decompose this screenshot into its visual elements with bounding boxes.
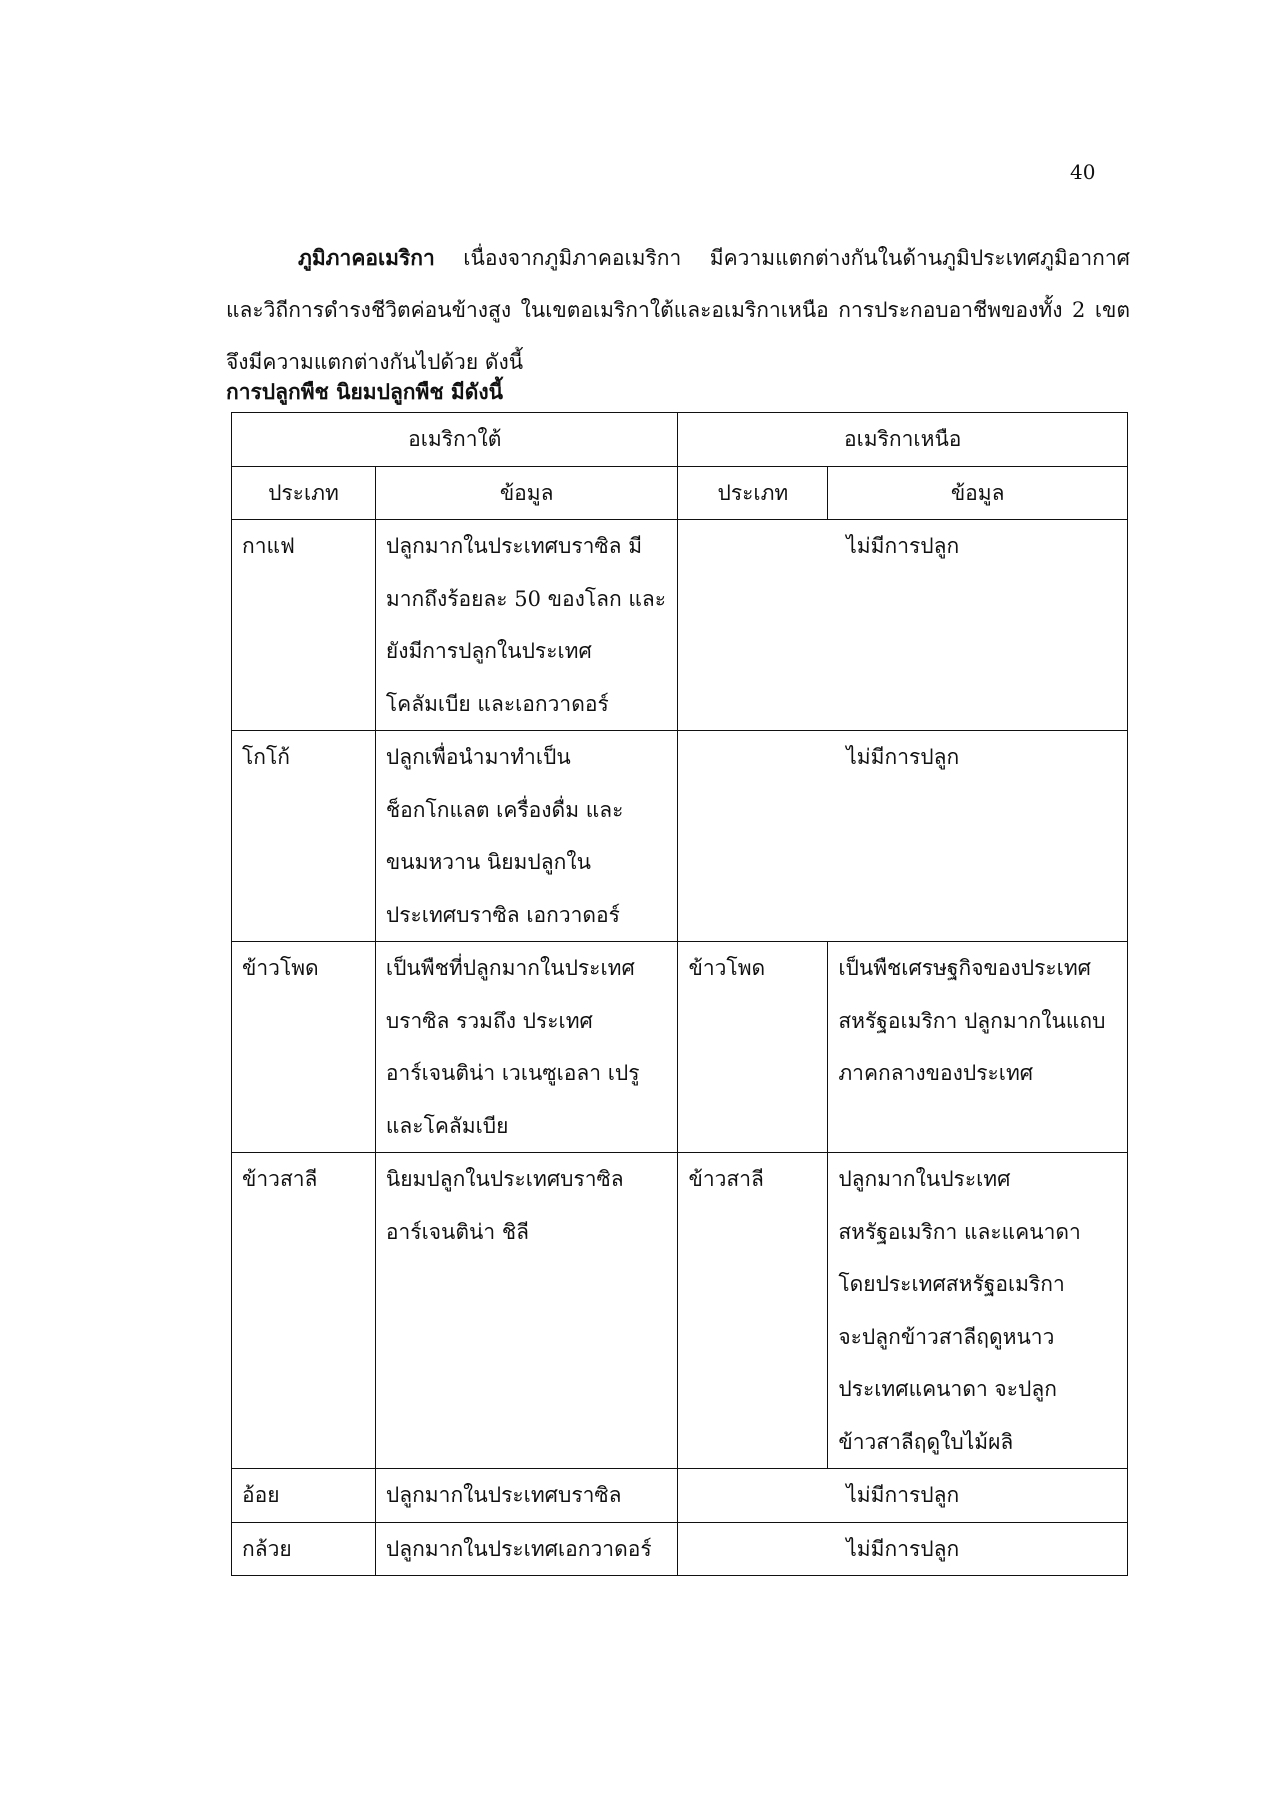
south-info <box>375 942 678 1153</box>
info-line: ขนมหวาน นิยมปลูกใน <box>385 850 591 874</box>
south-info <box>375 520 678 731</box>
info-line: ข้าวสาลีฤดูใบไม้ผลิ <box>838 1429 1014 1454</box>
south-type: โกโก้ <box>232 731 376 942</box>
info-line: บราซิล รวมถึง ประเทศ <box>385 1008 593 1033</box>
info-line: ภาคกลางของประเทศ <box>838 1061 1034 1085</box>
info-line: โคลัมเบีย และเอกวาดอร์ <box>385 691 609 716</box>
north-type: ข้าวสาลี <box>678 1153 828 1469</box>
info-line: ปลูกมากในประเทศ <box>838 1167 1011 1191</box>
north-none: ไม่มีการปลูก <box>678 1469 1128 1523</box>
info-line: อาร์เจนติน่า ชิลี <box>385 1219 529 1244</box>
info-line: ปลูกมากในประเทศเอกวาดอร์ <box>385 1536 652 1561</box>
section-heading: การปลูกพืช นิยมปลูกพืช มีดังนี้ <box>226 379 504 404</box>
table-row <box>232 1469 1128 1523</box>
table-row <box>232 942 1128 1153</box>
south-info <box>375 1469 678 1523</box>
south-type: อ้อย <box>232 1469 376 1523</box>
crop-table <box>231 412 1128 1576</box>
paragraph-text: เนื่องจากภูมิภาคอเมริกา มีความแตกต่างกันในด้านภูมิประเทศภูมิอากาศ และวิถีการดำรงชีวิตค่อนข้างสูง ในเขตอเมริกาใต้และอเมริกาเหนือ การประกอบอาชีพของทั้ง 2 เขต จึงมีความแตกต่างกันไปด้วย ดังนี้ <box>226 246 1130 374</box>
south-info <box>375 1522 678 1576</box>
north-info <box>828 942 1128 1153</box>
info-line: ช็อกโกแลต เครื่องดื่ม และ <box>385 797 624 822</box>
south-type: กล้วย <box>232 1522 376 1576</box>
group-header-north: อเมริกาเหนือ <box>678 413 1128 467</box>
intro-paragraph <box>226 232 1130 388</box>
north-type: ข้าวโพด <box>678 942 828 1153</box>
table-row <box>232 520 1128 731</box>
info-line: ประเทศบราซิล เอกวาดอร์ <box>385 902 620 927</box>
south-info <box>375 731 678 942</box>
info-line: ปลูกเพื่อนำมาทำเป็น <box>385 745 571 769</box>
info-line: เป็นพืชที่ปลูกมากในประเทศ <box>385 956 635 980</box>
info-line: โดยประเทศสหรัฐอเมริกา <box>838 1272 1065 1296</box>
south-info <box>375 1153 678 1469</box>
south-type: ข้าวสาลี <box>232 1153 376 1469</box>
info-line: มากถึงร้อยละ 50 ของโลก และ <box>385 586 667 611</box>
info-line: และโคลัมเบีย <box>385 1113 509 1138</box>
info-line: จะปลูกข้าวสาลีฤดูหนาว <box>838 1324 1055 1349</box>
north-info <box>828 1153 1128 1469</box>
info-line: ยังมีการปลูกในประเทศ <box>385 639 592 663</box>
info-line: ปลูกมากในประเทศบราซิล <box>385 1483 622 1507</box>
info-line: เป็นพืชเศรษฐกิจของประเทศ <box>838 956 1091 980</box>
column-header: ข้อมูล <box>828 466 1128 520</box>
table-row <box>232 1522 1128 1576</box>
info-line: อาร์เจนติน่า เวเนซูเอลา เปรู <box>385 1061 640 1085</box>
table-row <box>232 1153 1128 1469</box>
paragraph-lead: ภูมิภาคอเมริกา <box>298 245 435 270</box>
info-line: สหรัฐอเมริกา และแคนาดา <box>838 1219 1081 1244</box>
info-line: นิยมปลูกในประเทศบราซิล <box>385 1167 624 1191</box>
south-type: ข้าวโพด <box>232 942 376 1153</box>
table-row <box>232 731 1128 942</box>
column-header: ข้อมูล <box>375 466 678 520</box>
group-header-south: อเมริกาใต้ <box>232 413 678 467</box>
north-none: ไม่มีการปลูก <box>678 1522 1128 1576</box>
info-line: ประเทศแคนาดา จะปลูก <box>838 1377 1057 1401</box>
info-line: ปลูกมากในประเทศบราซิล มี <box>385 534 643 558</box>
page-number: 40 <box>1070 160 1096 184</box>
south-type: กาแฟ <box>232 520 376 731</box>
north-none: ไม่มีการปลูก <box>678 731 1128 942</box>
info-line: สหรัฐอเมริกา ปลูกมากในแถบ <box>838 1008 1106 1033</box>
column-header: ประเภท <box>678 466 828 520</box>
column-header: ประเภท <box>232 466 376 520</box>
north-none: ไม่มีการปลูก <box>678 520 1128 731</box>
